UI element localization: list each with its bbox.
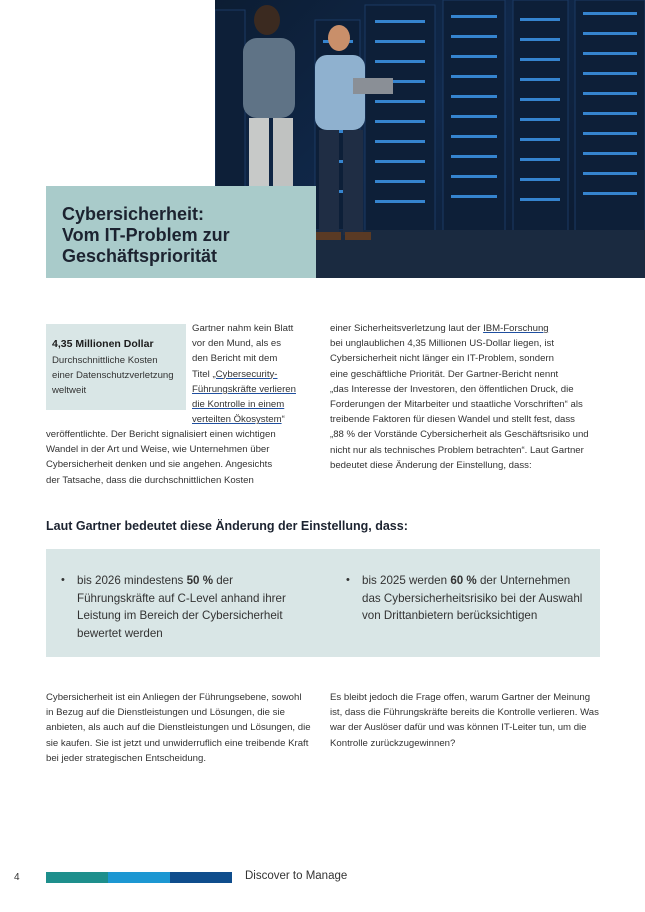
gartner-report-link[interactable]: „Cybersecurity- (212, 368, 278, 380)
intro-paragraph-left-bottom (46, 427, 276, 488)
stat-line: Durchschnittliche Kosten (52, 355, 158, 366)
text-line: ist, dass die Führungskräfte bereits die Kontrolle verlieren. Was (330, 707, 599, 719)
text-fragment: “ (281, 414, 285, 426)
text-line: der Tatsache, dass die durchschnittlichen Kosten (46, 474, 254, 486)
text-line: Es bleibt jedoch die Frage offen, warum Gartner der Meinung (330, 692, 591, 703)
text-line: „das Interesse der Investoren, den öffentlichen Druck, die (330, 383, 574, 395)
text-line: Wandel in der Art und Weise, wie Unternehmen über (46, 444, 270, 456)
text-line: Cybersicherheit denken und sie angehen. Angesichts (46, 459, 273, 471)
title-line: Geschäftspriorität (62, 246, 218, 266)
text-line: sie kaufen. Sie ist jetzt und unwiderruflich eine treibende Kraft (46, 737, 309, 749)
bullet-percentage: 60 % (450, 574, 477, 587)
title-line: Vom IT-Problem zur (62, 225, 230, 245)
text-line: Leistung im Bereich der Cybersicherheit (77, 609, 283, 622)
bullet-item (61, 572, 286, 642)
page-number: 4 (14, 872, 20, 883)
body-paragraph-left (46, 690, 311, 766)
title-box (46, 186, 316, 278)
text-line (77, 572, 286, 590)
stat-line: einer Datenschutzverletzung (52, 370, 174, 381)
footer-color-bar (46, 872, 108, 883)
text-line: Gartner nahm kein Blatt (192, 323, 294, 334)
intro-paragraph-right (330, 321, 589, 473)
footer-brand-text: Discover to Manage (245, 870, 348, 882)
gartner-report-link[interactable]: Führungskräfte verlieren (192, 383, 296, 395)
ibm-research-link[interactable]: IBM-Forschung (483, 323, 549, 334)
text-line: von Drittanbietern berücksichtigen (362, 609, 538, 622)
section-heading: Laut Gartner bedeutet diese Änderung der Einstellung, dass: (46, 519, 408, 533)
page-title (62, 204, 230, 267)
text-line: bei unglaublichen 4,35 Millionen US-Dollar liegen, ist (330, 338, 554, 350)
text-line: Kontrolle zurückzugewinnen? (330, 737, 456, 749)
text-line: in Bezug auf die Dienstleistungen und Lösungen, die sie (46, 707, 285, 719)
footer-color-bar (170, 872, 232, 883)
text-line: den Bericht mit dem (192, 353, 278, 365)
gartner-report-link[interactable]: die Kontrolle in einem (192, 399, 285, 411)
title-line: Cybersicherheit: (62, 204, 205, 224)
text-fragment: bis 2026 mindestens (77, 574, 187, 587)
text-line (192, 397, 296, 412)
text-fragment: bis 2025 werden (362, 574, 451, 587)
text-line: vor den Mund, als es (192, 338, 282, 350)
text-line: Forderungen der Mitarbeiter und staatliche Vorschriften“ als (330, 399, 583, 411)
bullet-marker: • (346, 574, 350, 586)
text-line (192, 382, 296, 397)
bullet-marker: • (61, 574, 65, 586)
text-line: Cybersicherheit ist ein Anliegen der Führungsebene, sowohl (46, 692, 302, 703)
stat-amount: 4,35 Millionen Dollar (52, 338, 154, 350)
text-line: war der Auslöser dafür und was können IT-Leiter tun, um die (330, 722, 587, 734)
bullet-percentage: 50 % (186, 574, 214, 587)
stat-line: weltweit (52, 385, 87, 396)
intro-paragraph-left-top (192, 321, 296, 427)
text-line: veröffentlichte. Der Bericht signalisiert einen wichtigen (46, 429, 276, 440)
footer-color-bar (108, 872, 170, 883)
text-line (362, 572, 582, 590)
text-line: eine geschäftliche Priorität. Der Gartner-Bericht nennt (330, 368, 559, 380)
text-line: Cybersicherheit nicht länger ein IT-Problem, sondern (330, 353, 554, 365)
text-fragment: einer Sicherheitsverletzung laut der (330, 323, 484, 334)
text-line: nicht nur als technisches Problem betrachten“. Laut Gartner (330, 444, 584, 456)
text-line: das Cybersicherheitsrisiko bei der Auswahl (362, 591, 583, 605)
gartner-report-link[interactable]: verteilten Ökosystem (192, 414, 282, 426)
text-line: Führungskräfte auf C-Level anhand ihrer (77, 591, 286, 605)
text-line (192, 412, 296, 427)
text-line: bei jeder strategischen Entscheidung. (46, 752, 206, 764)
text-fragment: der Unternehmen (476, 574, 571, 587)
text-line: anbieten, als auch auf die Dienstleistungen und Lösungen, die (46, 722, 311, 734)
body-paragraph-right (330, 690, 599, 751)
text-line: „88 % der Vorstände Cybersicherheit als Geschäftsrisiko und (330, 429, 589, 441)
text-fragment: Titel (192, 368, 213, 380)
stat-callout (46, 324, 186, 410)
text-fragment: der (213, 574, 233, 587)
text-line: treibende Faktoren für diesen Wandel und stellt fest, dass (330, 414, 575, 426)
text-line: bedeutet diese Änderung der Einstellung, dass: (330, 459, 532, 471)
stat-description (52, 353, 182, 398)
bullet-box (46, 549, 600, 657)
text-line (192, 367, 296, 382)
text-line: bewertet werden (77, 626, 163, 640)
bullet-item (346, 572, 583, 625)
text-line (330, 321, 589, 336)
